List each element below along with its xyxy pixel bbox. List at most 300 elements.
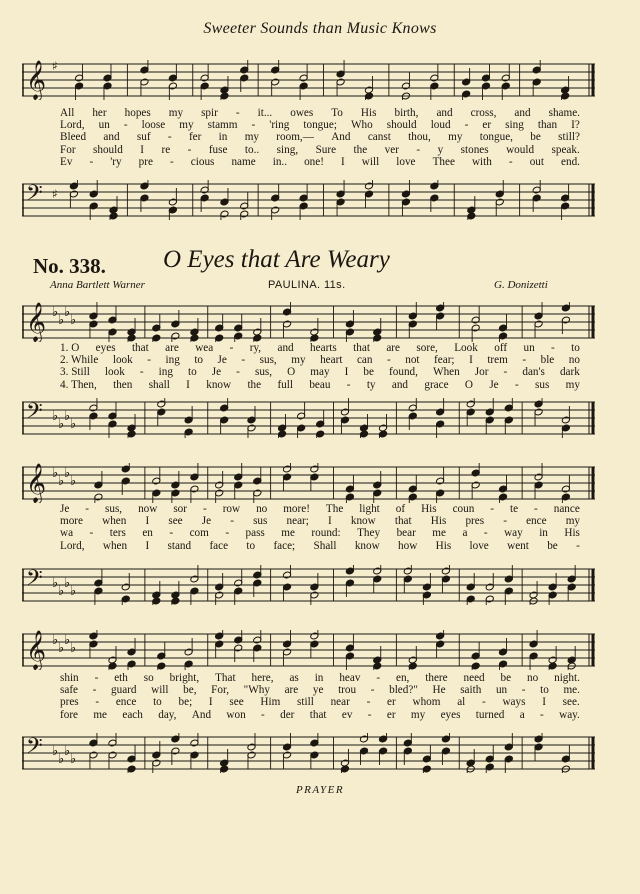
lyric-syllable: cious xyxy=(190,155,215,168)
lyric-syllable: fear; xyxy=(434,354,455,367)
staff-graphic xyxy=(22,180,595,220)
flat-icon: ♭ xyxy=(70,584,77,599)
lyric-syllable: me. xyxy=(563,684,580,697)
lyric-syllable: know xyxy=(354,539,380,552)
lyric-syllable: - xyxy=(170,155,174,168)
system3-treble-staff xyxy=(22,630,595,670)
lyric-syllable: bear xyxy=(396,527,416,540)
lyric-syllable: - xyxy=(366,696,371,709)
lyric-syllable: then xyxy=(113,378,133,391)
lyric-syllable: - xyxy=(367,708,372,721)
lyric-syllable: "Why xyxy=(243,684,270,697)
lyric-syllable: Sure xyxy=(315,143,337,156)
lyric-syllable: one! xyxy=(304,155,324,168)
lyric-syllable: my xyxy=(244,131,259,144)
system3-verses xyxy=(60,672,580,721)
lyric-syllable: would xyxy=(506,143,535,156)
lyric-syllable: won xyxy=(226,708,246,721)
lyric-syllable: here, xyxy=(251,672,274,684)
flat-icon: ♭ xyxy=(52,305,59,320)
lyric-syllable: I xyxy=(344,366,349,379)
lyric-syllable: to.. xyxy=(244,143,260,156)
lyric-syllable: still xyxy=(297,696,314,709)
verse-line xyxy=(60,696,580,708)
lyric-syllable: ence xyxy=(115,696,137,709)
lyric-syllable: can xyxy=(356,354,373,367)
staff-graphic xyxy=(22,565,595,605)
flat-icon: ♭ xyxy=(64,576,71,591)
lyric-syllable: turned xyxy=(475,708,505,721)
lyric-syllable: ble xyxy=(540,354,555,367)
lyric-syllable: - xyxy=(202,503,207,515)
lyric-syllable: un xyxy=(495,684,508,697)
lyric-syllable: His xyxy=(430,515,447,528)
lyric-syllable: stand xyxy=(167,539,192,552)
lyric-syllable: - xyxy=(508,155,513,168)
system3-bass-staff xyxy=(22,733,595,773)
lyric-syllable: Shall xyxy=(313,539,337,552)
lyric-syllable: I xyxy=(341,155,345,168)
lyric-syllable: when xyxy=(102,515,127,528)
lyric-syllable: For, xyxy=(211,684,230,697)
lyric-syllable: His xyxy=(360,107,377,119)
lyric-syllable: And xyxy=(331,131,351,144)
system2-verses xyxy=(60,503,580,552)
lyric-syllable: be xyxy=(547,539,558,552)
lyric-syllable: - xyxy=(370,684,375,697)
lyric-syllable: owes xyxy=(290,107,314,119)
lyric-syllable: a xyxy=(519,708,525,721)
lyric-syllable: I xyxy=(145,539,150,552)
lyric-syllable: whom xyxy=(412,696,441,709)
bass-clef-icon: 𝄢 xyxy=(26,399,43,429)
lyric-syllable: - xyxy=(235,107,240,119)
lyric-syllable: row xyxy=(222,503,241,515)
lyric-syllable: full xyxy=(277,378,293,391)
lyric-syllable: - xyxy=(503,366,508,379)
lyric-syllable: - xyxy=(490,503,495,515)
lyric-syllable: er xyxy=(387,696,396,709)
lyric-syllable: may xyxy=(310,366,330,379)
lyric-syllable: sus, xyxy=(259,354,277,367)
lyric-syllable: His xyxy=(421,503,437,515)
lyric-syllable: should xyxy=(93,143,123,156)
verse-line xyxy=(60,354,580,366)
system2-bass-staff xyxy=(22,565,595,605)
lyric-syllable: room,— xyxy=(276,131,314,144)
lyric-syllable: ver xyxy=(384,143,399,156)
lyric-syllable: off xyxy=(494,342,508,354)
lyric-syllable: are xyxy=(386,342,400,354)
lyric-syllable: shall xyxy=(148,378,170,391)
lyric-syllable: stamm xyxy=(207,119,238,132)
flat-icon: ♭ xyxy=(52,744,59,759)
lyric-syllable: to xyxy=(540,684,549,697)
hymn-title: O Eyes that Are Weary xyxy=(163,246,390,273)
lyric-syllable: Who xyxy=(351,119,373,132)
lyric-syllable: no xyxy=(256,503,268,515)
lyric-syllable: - xyxy=(376,672,381,684)
lyric-syllable: be; xyxy=(178,696,193,709)
lyric-syllable: Him xyxy=(260,696,281,709)
verse-line xyxy=(60,119,580,131)
lyric-syllable: as xyxy=(289,672,299,684)
lyric-syllable: der xyxy=(280,708,295,721)
lyric-syllable: The xyxy=(325,503,344,515)
lyric-syllable: His xyxy=(435,539,452,552)
lyric-syllable: To xyxy=(331,107,343,119)
lyric-syllable: face; xyxy=(273,539,296,552)
lyric-syllable: - xyxy=(551,342,555,354)
lyric-syllable: thou, xyxy=(408,131,431,144)
flat-icon: ♭ xyxy=(70,417,77,432)
verse-line xyxy=(60,672,580,684)
lyric-syllable: my xyxy=(565,378,580,391)
flat-icon: ♭ xyxy=(52,466,59,481)
lyric-syllable: when xyxy=(102,539,128,552)
lyric-syllable: tongue; xyxy=(303,119,337,132)
lyric-syllable: and xyxy=(277,342,294,354)
lyric-syllable: so xyxy=(143,672,154,684)
lyric-syllable: know xyxy=(206,378,232,391)
lyric-syllable: hearts xyxy=(310,342,337,354)
author-credit: Anna Bartlett Warner xyxy=(50,279,145,291)
flat-icon: ♭ xyxy=(64,466,71,481)
lyric-syllable: love xyxy=(396,155,416,168)
lyric-syllable: ence xyxy=(526,515,547,528)
lyric-syllable: and xyxy=(514,107,531,119)
lyric-syllable: sore, xyxy=(416,342,438,354)
lyric-syllable: - xyxy=(92,684,97,697)
lyric-syllable: For xyxy=(60,143,76,156)
lyric-syllable: 3. Still xyxy=(60,366,90,379)
flat-icon: ♭ xyxy=(52,633,59,648)
lyric-syllable: safe xyxy=(60,684,79,697)
lyric-syllable: my xyxy=(410,708,426,721)
lyric-syllable: sus xyxy=(535,378,550,391)
lyric-syllable: 1. O xyxy=(60,342,80,354)
lyric-syllable: in xyxy=(218,131,228,144)
flat-icon: ♭ xyxy=(58,752,65,767)
treble-clef-icon: 𝄞 xyxy=(26,302,47,342)
hymn-number: No. 338. xyxy=(33,254,106,278)
lyric-syllable: - xyxy=(229,342,234,354)
lyric-syllable: Thee xyxy=(432,155,455,168)
staff-graphic xyxy=(22,630,595,670)
lyric-syllable: look xyxy=(112,354,133,367)
lyric-syllable: and xyxy=(391,378,409,391)
lyric-syllable: That xyxy=(215,672,236,684)
lyric-syllable: te xyxy=(510,503,519,515)
lyric-syllable: and xyxy=(436,107,453,119)
lyric-syllable: should xyxy=(386,119,417,132)
lyric-syllable: sing xyxy=(505,119,524,132)
lyric-syllable: it... xyxy=(257,107,273,119)
lyric-syllable: pass xyxy=(245,527,265,540)
lyric-syllable: speak. xyxy=(551,143,580,156)
lyric-syllable: I xyxy=(328,515,332,528)
lyric-syllable: are xyxy=(284,684,299,697)
lyric-syllable: 2. While xyxy=(60,354,99,367)
lyric-syllable: - xyxy=(540,708,544,721)
flat-icon: ♭ xyxy=(64,744,71,759)
system2-treble-staff xyxy=(22,463,595,503)
lyric-syllable: that xyxy=(309,708,327,721)
lyric-syllable: to xyxy=(246,539,256,552)
lyric-syllable: fer xyxy=(188,131,202,144)
lyric-syllable: sus, xyxy=(254,366,273,379)
lyric-syllable: sing, xyxy=(276,143,299,156)
lyric-syllable: my xyxy=(168,107,184,119)
lyric-syllable: suf xyxy=(136,131,151,144)
lyric-syllable: be xyxy=(530,131,541,144)
lyric-syllable: with xyxy=(471,155,492,168)
staff-graphic xyxy=(22,733,595,773)
lyric-syllable: - xyxy=(95,696,100,709)
lyric-syllable: pres xyxy=(60,696,79,709)
lyric-syllable: now xyxy=(138,503,158,515)
lyric-syllable: They xyxy=(357,527,381,540)
lyric-syllable: - xyxy=(482,696,486,709)
lyric-syllable: - xyxy=(576,539,580,552)
lyric-syllable: er xyxy=(482,119,492,132)
sharp-icon: ♯ xyxy=(52,60,58,73)
verse-line xyxy=(60,144,580,156)
lyric-syllable: see xyxy=(229,696,244,709)
lyric-syllable: - xyxy=(123,119,128,132)
lyric-syllable: un xyxy=(98,119,110,132)
flat-icon: ♭ xyxy=(70,641,77,656)
lyric-syllable: All xyxy=(60,107,75,119)
lyric-syllable: - xyxy=(147,354,151,367)
lyric-syllable: Je xyxy=(489,378,499,391)
lyric-syllable: see xyxy=(168,515,183,528)
lyric-syllable: sus, xyxy=(105,503,123,515)
lyric-syllable: eyes xyxy=(440,708,461,721)
verse-line xyxy=(60,503,580,515)
staff-graphic xyxy=(22,463,595,503)
lyric-syllable: end. xyxy=(561,155,580,168)
lyric-syllable: bright, xyxy=(169,672,200,684)
lyric-syllable: I? xyxy=(571,119,580,132)
lyric-syllable: look xyxy=(104,366,125,379)
verse-line xyxy=(60,684,580,696)
lyric-syllable: - xyxy=(167,131,172,144)
lyric-syllable: grace xyxy=(424,378,449,391)
treble-clef-icon: 𝄞 xyxy=(26,630,47,670)
lyric-syllable: will xyxy=(361,155,380,168)
lyric-syllable: of xyxy=(395,503,406,515)
lyric-syllable: ing xyxy=(158,366,173,379)
lyric-syllable: no xyxy=(527,672,539,684)
lyric-syllable: be, xyxy=(183,684,197,697)
lyric-syllable: dan's xyxy=(522,366,545,379)
lyric-syllable: shame. xyxy=(548,107,580,119)
lyric-syllable: Ev xyxy=(60,155,73,168)
lyric-syllable: sus xyxy=(253,515,268,528)
lyric-syllable: my xyxy=(448,131,463,144)
lyric-syllable: Je xyxy=(211,366,222,379)
lyric-syllable: that xyxy=(394,515,412,528)
lyric-syllable: fore xyxy=(60,708,79,721)
lyric-syllable: 'ry xyxy=(110,155,122,168)
lyric-syllable: Je xyxy=(60,503,70,515)
lyric-syllable: way. xyxy=(559,708,580,721)
lyric-syllable: - xyxy=(241,354,246,367)
lyric-syllable: ev xyxy=(341,708,353,721)
sharp-icon: ♯ xyxy=(52,187,58,201)
lyric-syllable: I xyxy=(208,696,213,709)
flat-icon: ♭ xyxy=(70,474,77,489)
lyric-syllable: found, xyxy=(389,366,418,379)
lyric-syllable: - xyxy=(503,515,507,528)
lyric-syllable: - xyxy=(522,354,527,367)
flat-icon: ♭ xyxy=(52,409,59,424)
flat-icon: ♭ xyxy=(70,752,77,767)
lyric-syllable: I xyxy=(186,378,190,391)
lyric-syllable: me xyxy=(432,527,446,540)
lyric-syllable: en xyxy=(142,527,153,540)
running-header: Sweeter Sounds than Music Knows xyxy=(203,20,437,37)
verse-line xyxy=(60,379,580,391)
lyric-syllable: - xyxy=(346,378,351,391)
lyric-syllable: to xyxy=(188,366,197,379)
lyric-syllable: more xyxy=(60,515,83,528)
bass-clef-icon: 𝄢 xyxy=(26,734,43,764)
lyric-syllable: loud xyxy=(430,119,451,132)
lyric-syllable: un xyxy=(523,342,535,354)
lyric-syllable: still? xyxy=(558,131,580,144)
flat-icon: ♭ xyxy=(58,313,65,328)
lyric-syllable: O xyxy=(287,366,296,379)
lyric-syllable: name xyxy=(231,155,256,168)
lyric-syllable: out xyxy=(529,155,544,168)
flat-icon: ♭ xyxy=(58,584,65,599)
lyric-syllable: - xyxy=(225,527,230,540)
lyric-syllable: loose xyxy=(141,119,166,132)
lyric-syllable: - xyxy=(534,503,538,515)
lyric-syllable: dark xyxy=(559,366,580,379)
lyric-syllable: way xyxy=(504,527,523,540)
lyric-syllable: I xyxy=(140,143,145,156)
lyric-syllable: Look xyxy=(454,342,478,354)
lyric-syllable: trem xyxy=(487,354,508,367)
lyric-syllable: sor xyxy=(173,503,188,515)
lyric-syllable: er xyxy=(386,708,396,721)
lyric-syllable: more! xyxy=(283,503,310,515)
lyric-syllable: no xyxy=(568,354,580,367)
lyric-syllable: that xyxy=(131,342,149,354)
lyric-syllable: - xyxy=(521,684,526,697)
flat-icon: ♭ xyxy=(58,641,65,656)
lyric-syllable: coun xyxy=(452,503,475,515)
lyric-syllable: be xyxy=(363,366,374,379)
top-treble-staff xyxy=(22,60,595,100)
top-bass-staff xyxy=(22,180,595,220)
lyric-syllable: y xyxy=(437,143,444,156)
lyric-syllable: - xyxy=(251,119,256,132)
flat-icon: ♭ xyxy=(58,474,65,489)
staff-graphic xyxy=(22,60,595,100)
flat-icon: ♭ xyxy=(52,576,59,591)
lyric-syllable: near; xyxy=(286,515,309,528)
lyric-syllable: face xyxy=(209,539,229,552)
lyric-syllable: fuse xyxy=(208,143,228,156)
lyric-syllable: light xyxy=(359,503,380,515)
lyric-syllable: there xyxy=(425,672,448,684)
verse-line xyxy=(60,540,580,552)
flat-icon: ♭ xyxy=(64,633,71,648)
bass-clef-icon: 𝄢 xyxy=(26,566,43,596)
lyric-syllable: a xyxy=(462,527,468,540)
lyric-syllable: to xyxy=(153,696,162,709)
lyric-syllable: saith xyxy=(460,684,482,697)
lyric-syllable: shin xyxy=(60,672,79,684)
flat-icon: ♭ xyxy=(70,313,77,328)
lyric-syllable: - xyxy=(230,515,234,528)
lyric-syllable: each xyxy=(122,708,143,721)
lyric-syllable: - xyxy=(89,155,94,168)
system1-bass-staff xyxy=(22,398,595,438)
lyric-syllable: Je xyxy=(201,515,212,528)
verse-line xyxy=(60,107,580,119)
lyric-syllable: pres xyxy=(465,515,485,528)
lyric-syllable: day, xyxy=(158,708,177,721)
system1-treble-staff xyxy=(22,302,595,342)
lyric-syllable: - xyxy=(386,354,391,367)
lyric-syllable: to xyxy=(194,354,204,367)
lyric-syllable: than xyxy=(537,119,558,132)
lyric-syllable: know xyxy=(350,515,376,528)
lyric-syllable: ways xyxy=(502,696,526,709)
lyric-syllable: - xyxy=(514,378,519,391)
lyric-syllable: birth, xyxy=(394,107,419,119)
verse-line xyxy=(60,366,580,378)
lyric-syllable: Lord, xyxy=(60,119,85,132)
lyric-syllable: to xyxy=(571,342,580,354)
footer-caption: PRAYER xyxy=(295,784,345,796)
lyric-syllable: my xyxy=(565,515,580,528)
lyric-syllable: in xyxy=(539,527,548,540)
lyric-syllable: the xyxy=(247,378,262,391)
lyric-syllable: my xyxy=(179,119,194,132)
flat-icon: ♭ xyxy=(64,409,71,424)
lyric-syllable: me xyxy=(281,527,295,540)
lyric-syllable: Jor xyxy=(474,366,489,379)
lyric-syllable: beau xyxy=(309,378,331,391)
lyric-syllable: com xyxy=(189,527,209,540)
lyric-syllable: Bleed xyxy=(60,131,87,144)
lyric-syllable: re xyxy=(161,143,171,156)
lyric-syllable: not xyxy=(405,354,420,367)
lyric-syllable: her xyxy=(92,107,107,119)
lyric-syllable: guard xyxy=(111,684,137,697)
flat-icon: ♭ xyxy=(64,305,71,320)
lyric-syllable: I xyxy=(469,354,473,367)
bass-clef-icon: 𝄢 xyxy=(26,181,43,211)
lyric-syllable: cross, xyxy=(470,107,497,119)
verse-line xyxy=(60,131,580,143)
lyric-syllable: night. xyxy=(554,672,580,684)
lyric-syllable: the xyxy=(353,143,368,156)
lyric-syllable: - xyxy=(89,527,94,540)
verse-line xyxy=(60,527,580,539)
lyric-syllable: went xyxy=(507,539,529,552)
lyric-syllable: be xyxy=(500,672,512,684)
lyric-syllable: al xyxy=(457,696,466,709)
lyric-syllable: that xyxy=(353,342,370,354)
lyric-syllable: need xyxy=(463,672,485,684)
